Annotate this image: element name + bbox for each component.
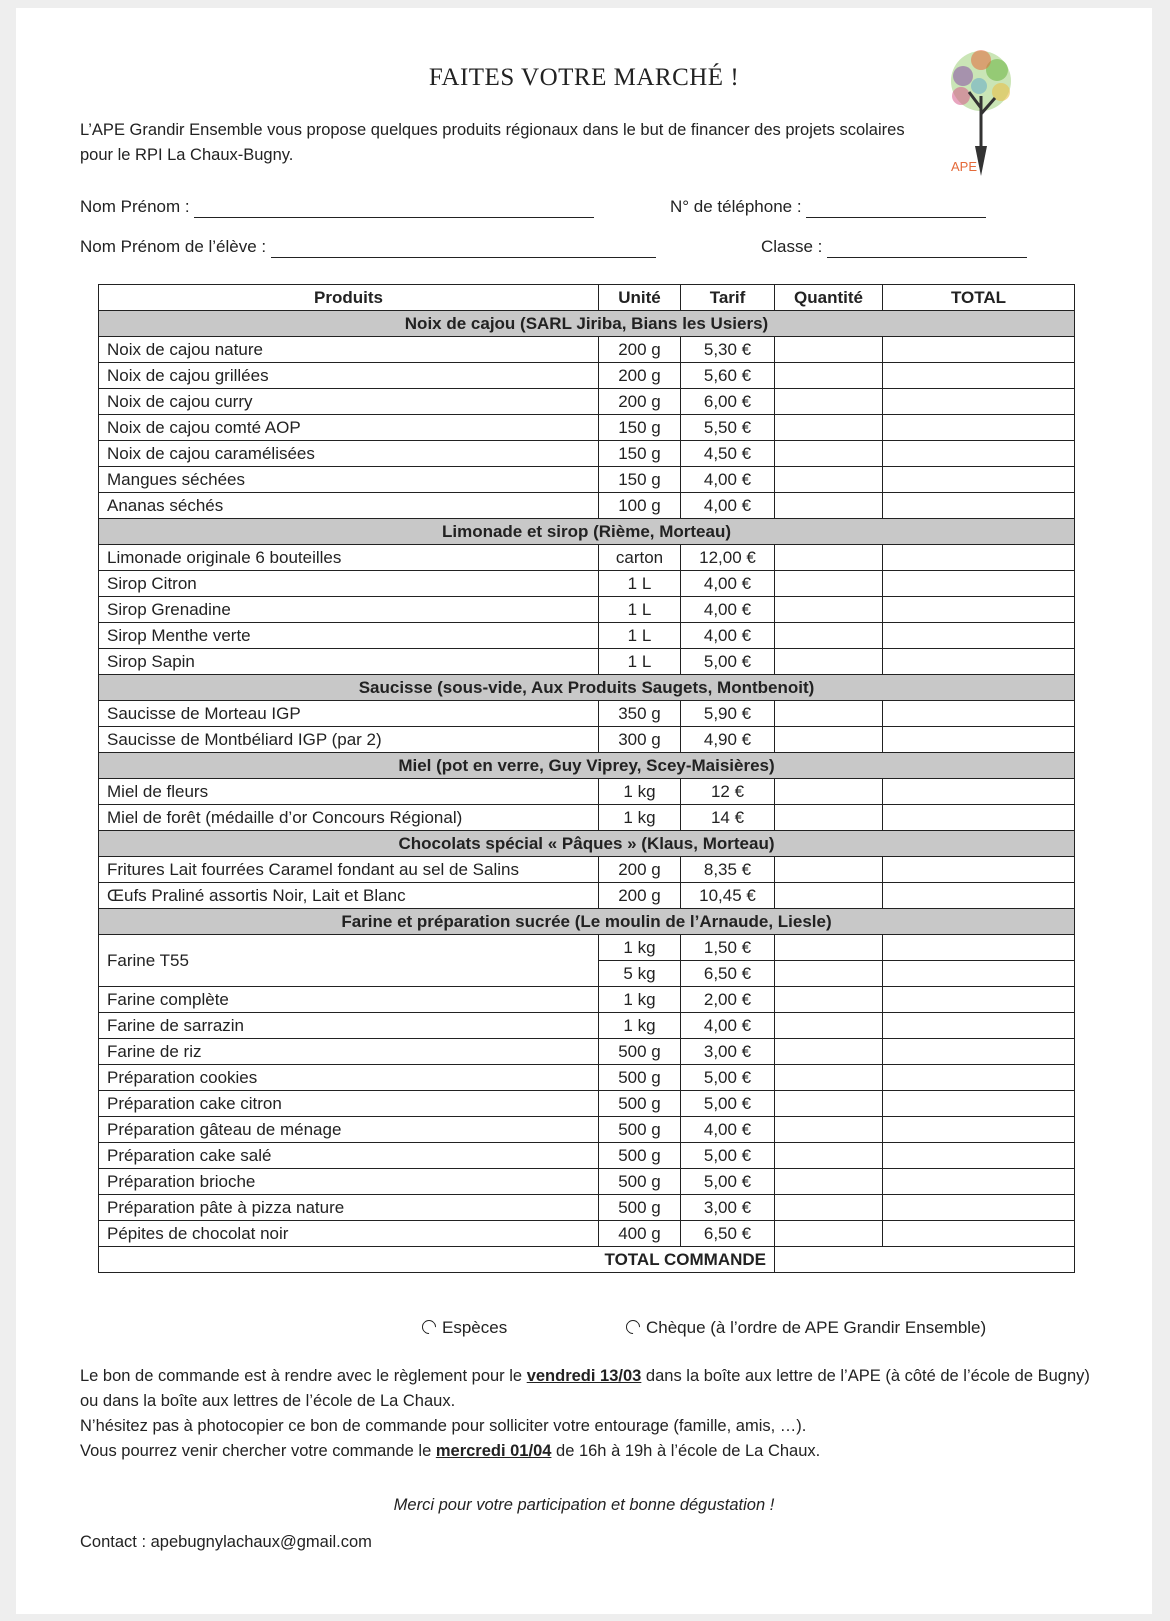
product-name: Noix de cajou caramélisées [99, 441, 599, 467]
product-price: 5,50 € [681, 415, 775, 441]
product-name: Préparation brioche [99, 1169, 599, 1195]
quantity-cell[interactable] [775, 1039, 883, 1065]
total-cell[interactable] [883, 571, 1075, 597]
product-name: Noix de cajou nature [99, 337, 599, 363]
header-total: TOTAL [883, 285, 1075, 311]
product-name: Farine de sarrazin [99, 1013, 599, 1039]
product-unit: 1 kg [599, 805, 681, 831]
product-price: 4,00 € [681, 467, 775, 493]
product-unit: 500 g [599, 1143, 681, 1169]
quantity-cell[interactable] [775, 1169, 883, 1195]
total-cell[interactable] [883, 1143, 1075, 1169]
order-form-page [16, 8, 1152, 1614]
order-table [98, 284, 1075, 1273]
classe-line[interactable] [827, 241, 1027, 258]
quantity-cell[interactable] [775, 571, 883, 597]
total-cell[interactable] [883, 363, 1075, 389]
quantity-cell[interactable] [775, 363, 883, 389]
section-title: Farine et préparation sucrée (Le moulin de l’Arnaude, Liesle) [99, 909, 1075, 935]
product-unit: 500 g [599, 1065, 681, 1091]
product-unit: 200 g [599, 883, 681, 909]
quantity-cell[interactable] [775, 805, 883, 831]
product-unit: 150 g [599, 467, 681, 493]
product-unit: 350 g [599, 701, 681, 727]
instructions-line-3: Vous pourrez venir chercher votre commande le mercredi 01/04 de 16h à 19h à l’école de La Chaux. [80, 1442, 821, 1460]
product-name: Noix de cajou curry [99, 389, 599, 415]
quantity-cell[interactable] [775, 1143, 883, 1169]
header-tarif: Tarif [681, 285, 775, 311]
product-price: 3,00 € [681, 1195, 775, 1221]
product-price: 5,30 € [681, 337, 775, 363]
product-unit: 150 g [599, 441, 681, 467]
thanks-message: Merci pour votre participation et bonne dégustation ! [393, 1496, 775, 1514]
product-unit: 1 L [599, 571, 681, 597]
quantity-cell[interactable] [775, 1221, 883, 1247]
quantity-cell[interactable] [775, 389, 883, 415]
product-price: 4,00 € [681, 571, 775, 597]
table-row [99, 571, 1075, 597]
logo-text: APE [951, 159, 978, 174]
section-title: Miel (pot en verre, Guy Viprey, Scey-Maisières) [99, 753, 1075, 779]
especes-label: Espèces [442, 1318, 508, 1337]
product-unit: 1 kg [599, 935, 681, 961]
instructions [80, 1364, 1100, 1464]
quantity-cell[interactable] [775, 987, 883, 1013]
header-quantite: Quantité [775, 285, 883, 311]
product-unit: 1 kg [599, 987, 681, 1013]
product-unit: 500 g [599, 1169, 681, 1195]
product-price: 12,00 € [681, 545, 775, 571]
quantity-cell[interactable] [775, 1091, 883, 1117]
table-row [99, 363, 1075, 389]
product-price: 2,00 € [681, 987, 775, 1013]
product-unit: 200 g [599, 363, 681, 389]
total-cell[interactable] [883, 1039, 1075, 1065]
quantity-cell[interactable] [775, 1013, 883, 1039]
total-cell[interactable] [883, 701, 1075, 727]
total-cell[interactable] [883, 987, 1075, 1013]
product-name: Sirop Citron [99, 571, 599, 597]
total-cell[interactable] [883, 337, 1075, 363]
product-name: Préparation pâte à pizza nature [99, 1195, 599, 1221]
product-unit: 200 g [599, 389, 681, 415]
total-cell[interactable] [883, 1117, 1075, 1143]
product-name: Sirop Menthe verte [99, 623, 599, 649]
section-header-row [99, 831, 1075, 857]
nom-prenom-line[interactable] [194, 201, 594, 218]
table-row [99, 1091, 1075, 1117]
ape-tree-logo [931, 36, 1031, 186]
product-price: 5,60 € [681, 363, 775, 389]
product-unit: 1 kg [599, 1013, 681, 1039]
product-price: 4,00 € [681, 493, 775, 519]
quantity-cell[interactable] [775, 961, 883, 987]
product-price: 5,00 € [681, 1065, 775, 1091]
section-title: Noix de cajou (SARL Jiriba, Bians les Usiers) [99, 311, 1075, 337]
quantity-cell[interactable] [775, 441, 883, 467]
total-cell[interactable] [883, 1091, 1075, 1117]
product-price: 12 € [681, 779, 775, 805]
product-price: 5,00 € [681, 1169, 775, 1195]
quantity-cell[interactable] [775, 1065, 883, 1091]
telephone-label: N° de téléphone : [670, 197, 802, 216]
total-cell[interactable] [883, 649, 1075, 675]
page-title: FAITES VOTRE MARCHÉ ! [428, 64, 740, 91]
table-row [99, 883, 1075, 909]
product-unit: 500 g [599, 1039, 681, 1065]
table-row [99, 987, 1075, 1013]
product-unit: carton [599, 545, 681, 571]
total-cell[interactable] [883, 779, 1075, 805]
product-price: 4,90 € [681, 727, 775, 753]
section-title: Limonade et sirop (Rième, Morteau) [99, 519, 1075, 545]
quantity-cell[interactable] [775, 337, 883, 363]
total-commande-cell[interactable] [775, 1247, 1075, 1273]
product-price: 1,50 € [681, 935, 775, 961]
table-row [99, 1221, 1075, 1247]
product-price: 6,00 € [681, 389, 775, 415]
quantity-cell[interactable] [775, 415, 883, 441]
total-cell[interactable] [883, 883, 1075, 909]
product-name: Farine T55 [99, 935, 599, 987]
table-row [99, 389, 1075, 415]
section-header-row [99, 311, 1075, 337]
table-row [99, 545, 1075, 571]
product-price: 5,00 € [681, 1091, 775, 1117]
total-cell[interactable] [883, 961, 1075, 987]
product-price: 6,50 € [681, 1221, 775, 1247]
total-cell[interactable] [883, 493, 1075, 519]
total-cell[interactable] [883, 389, 1075, 415]
eleve-field[interactable] [80, 236, 656, 258]
table-row [99, 1143, 1075, 1169]
product-price: 5,00 € [681, 649, 775, 675]
table-row [99, 441, 1075, 467]
product-price: 4,00 € [681, 1013, 775, 1039]
table-row [99, 1039, 1075, 1065]
quantity-cell[interactable] [775, 935, 883, 961]
table-row [99, 597, 1075, 623]
deadline-date: vendredi 13/03 [526, 1367, 642, 1385]
total-cell[interactable] [883, 1221, 1075, 1247]
total-cell[interactable] [883, 857, 1075, 883]
quantity-cell[interactable] [775, 467, 883, 493]
quantity-cell[interactable] [775, 1195, 883, 1221]
product-name: Miel de forêt (médaille d’or Concours Régional) [99, 805, 599, 831]
product-unit: 500 g [599, 1091, 681, 1117]
telephone-line[interactable] [806, 201, 986, 218]
quantity-cell[interactable] [775, 701, 883, 727]
product-unit: 1 L [599, 649, 681, 675]
quantity-cell[interactable] [775, 623, 883, 649]
product-name: Saucisse de Morteau IGP [99, 701, 599, 727]
table-row [99, 779, 1075, 805]
product-name: Miel de fleurs [99, 779, 599, 805]
total-cell[interactable] [883, 935, 1075, 961]
product-name: Préparation cookies [99, 1065, 599, 1091]
telephone-field[interactable] [670, 196, 986, 218]
section-header-row [99, 753, 1075, 779]
quantity-cell[interactable] [775, 857, 883, 883]
classe-label: Classe : [761, 237, 823, 256]
order-table-body [99, 311, 1075, 1273]
product-unit: 150 g [599, 415, 681, 441]
section-header-row [99, 519, 1075, 545]
instructions-line-2: N’hésitez pas à photocopier ce bon de commande pour solliciter votre entourage (famille, amis, …). [80, 1417, 807, 1435]
product-price: 4,00 € [681, 623, 775, 649]
quantity-cell[interactable] [775, 545, 883, 571]
total-cell[interactable] [883, 1013, 1075, 1039]
total-commande-label: TOTAL COMMANDE [99, 1247, 775, 1273]
quantity-cell[interactable] [775, 727, 883, 753]
product-name: Farine complète [99, 987, 599, 1013]
product-unit: 300 g [599, 727, 681, 753]
product-name: Limonade originale 6 bouteilles [99, 545, 599, 571]
product-unit: 200 g [599, 337, 681, 363]
table-row [99, 1117, 1075, 1143]
table-row [99, 649, 1075, 675]
total-cell[interactable] [883, 727, 1075, 753]
classe-field[interactable] [761, 236, 1027, 258]
table-row [99, 623, 1075, 649]
product-name: Pépites de chocolat noir [99, 1221, 599, 1247]
quantity-cell[interactable] [775, 1117, 883, 1143]
product-price: 10,45 € [681, 883, 775, 909]
product-name: Préparation gâteau de ménage [99, 1117, 599, 1143]
total-cell[interactable] [883, 415, 1075, 441]
product-name: Préparation cake salé [99, 1143, 599, 1169]
product-unit: 400 g [599, 1221, 681, 1247]
payment-cheque[interactable] [626, 1318, 986, 1338]
product-unit: 100 g [599, 493, 681, 519]
product-price: 14 € [681, 805, 775, 831]
total-cell[interactable] [883, 545, 1075, 571]
product-unit: 1 L [599, 623, 681, 649]
product-price: 5,00 € [681, 1143, 775, 1169]
total-cell[interactable] [883, 1169, 1075, 1195]
product-unit: 1 L [599, 597, 681, 623]
table-row [99, 1065, 1075, 1091]
section-title: Chocolats spécial « Pâques » (Klaus, Morteau) [99, 831, 1075, 857]
table-row [99, 493, 1075, 519]
table-row [99, 337, 1075, 363]
quantity-cell[interactable] [775, 779, 883, 805]
product-unit: 5 kg [599, 961, 681, 987]
product-name: Mangues séchées [99, 467, 599, 493]
eleve-line[interactable] [271, 241, 656, 258]
table-row [99, 1013, 1075, 1039]
header-produits: Produits [99, 285, 599, 311]
product-name: Saucisse de Montbéliard IGP (par 2) [99, 727, 599, 753]
section-title: Saucisse (sous-vide, Aux Produits Saugets, Montbenoit) [99, 675, 1075, 701]
product-name: Sirop Grenadine [99, 597, 599, 623]
nom-prenom-label: Nom Prénom : [80, 197, 190, 216]
total-cell[interactable] [883, 805, 1075, 831]
instructions-line-1: Le bon de commande est à rendre avec le règlement pour le vendredi 13/03 dans la boîte aux lettre de l’APE (à côté de l’école de Bugny) ou dans la boîte aux lettres de l’école de La Chaux. [80, 1367, 1090, 1410]
product-name: Préparation cake citron [99, 1091, 599, 1117]
quantity-cell[interactable] [775, 649, 883, 675]
product-name: Noix de cajou comté AOP [99, 415, 599, 441]
product-unit: 200 g [599, 857, 681, 883]
radio-circle-icon[interactable] [419, 1317, 439, 1337]
product-unit: 500 g [599, 1195, 681, 1221]
table-header-row [99, 285, 1075, 311]
eleve-label: Nom Prénom de l’élève : [80, 237, 267, 256]
total-cell[interactable] [883, 623, 1075, 649]
table-row [99, 415, 1075, 441]
total-cell[interactable] [883, 1065, 1075, 1091]
product-price: 3,00 € [681, 1039, 775, 1065]
product-price: 5,90 € [681, 701, 775, 727]
quantity-cell[interactable] [775, 597, 883, 623]
product-name: Ananas séchés [99, 493, 599, 519]
pickup-date: mercredi 01/04 [435, 1442, 552, 1460]
table-row [99, 935, 1075, 961]
product-price: 8,35 € [681, 857, 775, 883]
section-header-row [99, 675, 1075, 701]
quantity-cell[interactable] [775, 493, 883, 519]
product-name: Fritures Lait fourrées Caramel fondant au sel de Salins [99, 857, 599, 883]
product-unit: 500 g [599, 1117, 681, 1143]
product-price: 4,00 € [681, 597, 775, 623]
nom-prenom-field[interactable] [80, 196, 594, 218]
contact-email[interactable]: Contact : apebugnylachaux@gmail.com [80, 1533, 372, 1551]
cheque-label: Chèque (à l’ordre de APE Grandir Ensemble) [646, 1318, 987, 1337]
product-name: Farine de riz [99, 1039, 599, 1065]
radio-circle-icon[interactable] [623, 1317, 643, 1337]
header-unite: Unité [599, 285, 681, 311]
section-header-row [99, 909, 1075, 935]
total-cell[interactable] [883, 441, 1075, 467]
product-price: 4,00 € [681, 1117, 775, 1143]
table-row [99, 701, 1075, 727]
product-price: 4,50 € [681, 441, 775, 467]
payment-especes[interactable] [422, 1318, 507, 1338]
intro-text: L’APE Grandir Ensemble vous propose quelques produits régionaux dans le but de financer des projets scolaires pour le RPI La Chaux-Bugny. [80, 121, 905, 164]
product-unit: 1 kg [599, 779, 681, 805]
product-price: 6,50 € [681, 961, 775, 987]
table-row [99, 857, 1075, 883]
total-row [99, 1247, 1075, 1273]
table-row [99, 1169, 1075, 1195]
table-row [99, 467, 1075, 493]
table-row [99, 727, 1075, 753]
quantity-cell[interactable] [775, 883, 883, 909]
table-row [99, 805, 1075, 831]
product-name: Sirop Sapin [99, 649, 599, 675]
product-name: Œufs Praliné assortis Noir, Lait et Blanc [99, 883, 599, 909]
total-cell[interactable] [883, 1195, 1075, 1221]
product-name: Noix de cajou grillées [99, 363, 599, 389]
total-cell[interactable] [883, 467, 1075, 493]
total-cell[interactable] [883, 597, 1075, 623]
table-row [99, 1195, 1075, 1221]
